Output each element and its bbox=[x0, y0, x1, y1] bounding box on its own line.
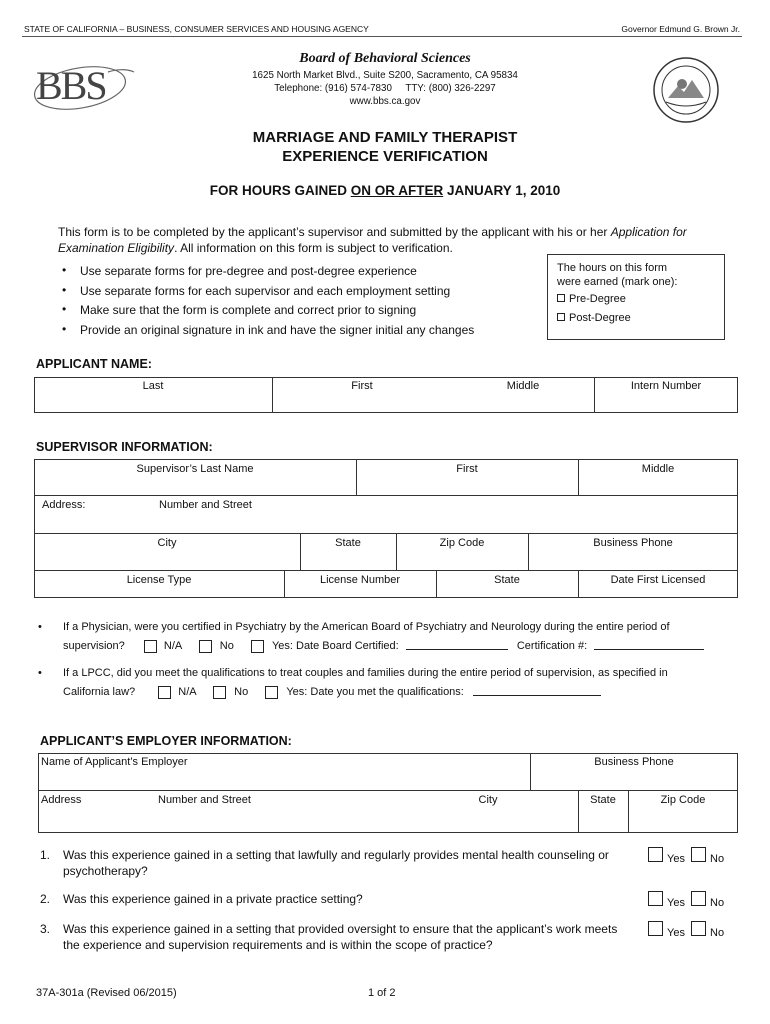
physician-yes-label: Yes: Date Board Certified: bbox=[271, 640, 399, 652]
lpcc-question: If a LPCC, did you meet the qualifications to treat couples and families during the entire period of supervision, as specified in bbox=[63, 667, 668, 679]
date-board-certified-input[interactable] bbox=[406, 639, 508, 650]
supervisor-first-field[interactable]: First bbox=[456, 463, 478, 475]
post-degree-option[interactable] bbox=[557, 312, 631, 324]
physician-na-checkbox[interactable] bbox=[144, 640, 157, 653]
org-website: www.bbs.ca.gov bbox=[349, 96, 421, 107]
q2-no-checkbox[interactable] bbox=[691, 891, 706, 906]
title-line1: MARRIAGE AND FAMILY THERAPIST bbox=[252, 129, 518, 146]
supervisor-last-field[interactable]: Supervisor’s Last Name bbox=[136, 463, 254, 475]
license-number-field[interactable]: License Number bbox=[319, 574, 401, 586]
bullet-icon: • bbox=[62, 322, 67, 336]
bullet-icon: • bbox=[62, 263, 67, 277]
employer-street-field[interactable]: Number and Street bbox=[158, 794, 251, 806]
lpcc-no-label: No bbox=[234, 686, 249, 698]
header-rule bbox=[22, 36, 742, 37]
physician-no-checkbox[interactable] bbox=[199, 640, 212, 653]
governor-header: Governor Edmund G. Brown Jr. bbox=[621, 24, 740, 34]
employer-heading: APPLICANT’S EMPLOYER INFORMATION: bbox=[40, 734, 292, 748]
q2-yes-checkbox[interactable] bbox=[648, 891, 663, 906]
q2-no-label: No bbox=[710, 897, 725, 910]
question-2-line1: Was this experience gained in a private practice setting? bbox=[63, 892, 363, 906]
q1-yes-label: Yes bbox=[667, 853, 685, 866]
supervisor-address-label: Address: bbox=[42, 499, 86, 511]
state-seal-icon bbox=[652, 56, 720, 124]
supervisor-state-field[interactable]: State bbox=[335, 537, 361, 549]
intro-italic-1: Application for bbox=[610, 225, 687, 239]
employer-state-field[interactable]: State bbox=[590, 794, 616, 806]
certification-label: Certification #: bbox=[516, 640, 588, 652]
lpcc-na-label: N/A bbox=[178, 686, 197, 698]
intro-text-2: . All information on this form is subject to verification. bbox=[174, 241, 453, 255]
q3-yes-label: Yes bbox=[667, 927, 685, 940]
intern-number-field[interactable]: Intern Number bbox=[630, 380, 702, 392]
subtitle-post: JANUARY 1, 2010 bbox=[443, 183, 561, 198]
supervisor-heading: SUPERVISOR INFORMATION: bbox=[36, 440, 213, 454]
applicant-heading: APPLICANT NAME: bbox=[36, 357, 152, 371]
question-3-number: 3. bbox=[40, 922, 51, 936]
question-1-line2: psychotherapy? bbox=[63, 864, 148, 878]
intro-italic-2: Examination Eligibility bbox=[58, 241, 175, 255]
divider bbox=[34, 570, 738, 571]
question-3-line2: the experience and supervision requirements and is within the scope of practice? bbox=[63, 938, 493, 952]
question-3-answers bbox=[648, 921, 724, 939]
divider bbox=[34, 533, 738, 534]
hours-box-line1: The hours on this form bbox=[557, 262, 668, 274]
org-name: Board of Behavioral Sciences bbox=[299, 51, 471, 66]
question-2-answers bbox=[648, 891, 724, 909]
divider bbox=[38, 790, 738, 791]
supervisor-street-field[interactable]: Number and Street bbox=[159, 499, 252, 511]
lpcc-answer-row bbox=[63, 685, 601, 699]
q2-yes-label: Yes bbox=[667, 897, 685, 910]
bullet-item: Make sure that the form is complete and correct prior to signing bbox=[80, 303, 417, 317]
title-subtitle bbox=[0, 183, 770, 198]
q3-no-checkbox[interactable] bbox=[691, 921, 706, 936]
supervisor-city-field[interactable]: City bbox=[157, 537, 177, 549]
lpcc-na-checkbox[interactable] bbox=[158, 686, 171, 699]
employer-name-field[interactable]: Name of Applicant’s Employer bbox=[41, 756, 188, 768]
q1-no-checkbox[interactable] bbox=[691, 847, 706, 862]
certification-number-input[interactable] bbox=[594, 639, 704, 650]
post-degree-checkbox[interactable] bbox=[557, 313, 565, 321]
lpcc-yes-label: Yes: Date you met the qualifications: bbox=[286, 686, 464, 698]
question-1-number: 1. bbox=[40, 848, 51, 862]
bullet-item: Use separate forms for each supervisor and each employment setting bbox=[80, 284, 451, 298]
subtitle-underlined: ON OR AFTER bbox=[350, 183, 444, 198]
license-state-field[interactable]: State bbox=[494, 574, 520, 586]
intro-text: This form is to be completed by the applicant’s supervisor and submitted by the applicant with his or her bbox=[58, 225, 611, 239]
q3-no-label: No bbox=[710, 927, 725, 940]
applicant-middle-field[interactable]: Middle bbox=[506, 380, 540, 392]
post-degree-label: Post-Degree bbox=[569, 312, 631, 324]
employer-city-field[interactable]: City bbox=[478, 794, 498, 806]
physician-answer-row bbox=[63, 639, 704, 653]
bullet-icon: • bbox=[38, 667, 42, 679]
pre-degree-checkbox[interactable] bbox=[557, 294, 565, 302]
employer-phone-field[interactable]: Business Phone bbox=[594, 756, 674, 768]
page-number: 1 of 2 bbox=[368, 987, 396, 999]
applicant-last-field[interactable]: Last bbox=[142, 380, 164, 392]
logo-text: BBS bbox=[36, 63, 106, 108]
hours-box bbox=[547, 254, 725, 340]
lpcc-yes-checkbox[interactable] bbox=[265, 686, 278, 699]
physician-yes-checkbox[interactable] bbox=[251, 640, 264, 653]
applicant-first-field[interactable]: First bbox=[351, 380, 373, 392]
lpcc-no-checkbox[interactable] bbox=[213, 686, 226, 699]
license-type-field[interactable]: License Type bbox=[126, 574, 192, 586]
date-qualifications-input[interactable] bbox=[473, 685, 601, 696]
physician-no-label: No bbox=[219, 640, 234, 652]
question-1-answers bbox=[648, 847, 724, 865]
intro-line1 bbox=[58, 224, 687, 240]
q1-no-label: No bbox=[710, 853, 725, 866]
bullet-icon: • bbox=[62, 283, 67, 297]
employer-address-label: Address bbox=[41, 794, 82, 806]
bullet-item: Provide an original signature in ink and have the signer initial any changes bbox=[80, 323, 475, 337]
date-first-licensed-field[interactable]: Date First Licensed bbox=[610, 574, 706, 586]
hours-box-line2: were earned (mark one): bbox=[557, 276, 678, 288]
bullet-icon: • bbox=[38, 621, 42, 633]
org-phone: Telephone: (916) 574-7830 TTY: (800) 326-2297 bbox=[274, 83, 496, 94]
supervisor-middle-field[interactable]: Middle bbox=[641, 463, 675, 475]
question-2-number: 2. bbox=[40, 892, 51, 906]
physician-line2: supervision? bbox=[63, 640, 125, 652]
form-id: 37A-301a (Revised 06/2015) bbox=[36, 987, 177, 999]
title-line2: EXPERIENCE VERIFICATION bbox=[282, 148, 488, 165]
bullet-item: Use separate forms for pre-degree and post-degree experience bbox=[80, 264, 417, 278]
lpcc-line2: California law? bbox=[63, 686, 136, 698]
agency-header: STATE OF CALIFORNIA – BUSINESS, CONSUMER SERVICES AND HOUSING AGENCY bbox=[24, 24, 369, 34]
employer-zip-field[interactable]: Zip Code bbox=[660, 794, 706, 806]
org-address: 1625 North Market Blvd., Suite S200, Sacramento, CA 95834 bbox=[252, 70, 518, 81]
supervisor-phone-field[interactable]: Business Phone bbox=[593, 537, 673, 549]
supervisor-zip-field[interactable]: Zip Code bbox=[439, 537, 485, 549]
q1-yes-checkbox[interactable] bbox=[648, 847, 663, 862]
pre-degree-label: Pre-Degree bbox=[569, 293, 626, 305]
physician-na-label: N/A bbox=[163, 640, 182, 652]
question-1-line1: Was this experience gained in a setting that lawfully and regularly provides mental health counseling or bbox=[63, 848, 609, 862]
physician-question: If a Physician, were you certified in Psychiatry by the American Board of Psychiatry and Neurology during the entire period of bbox=[63, 621, 670, 633]
bullet-icon: • bbox=[62, 302, 67, 316]
subtitle-pre: FOR HOURS GAINED bbox=[209, 183, 351, 198]
intro-line2 bbox=[58, 240, 453, 256]
divider bbox=[34, 495, 738, 496]
question-3-line1: Was this experience gained in a setting that provided oversight to ensure that the applicant’s work meets bbox=[63, 922, 618, 936]
pre-degree-option[interactable] bbox=[557, 293, 626, 305]
q3-yes-checkbox[interactable] bbox=[648, 921, 663, 936]
